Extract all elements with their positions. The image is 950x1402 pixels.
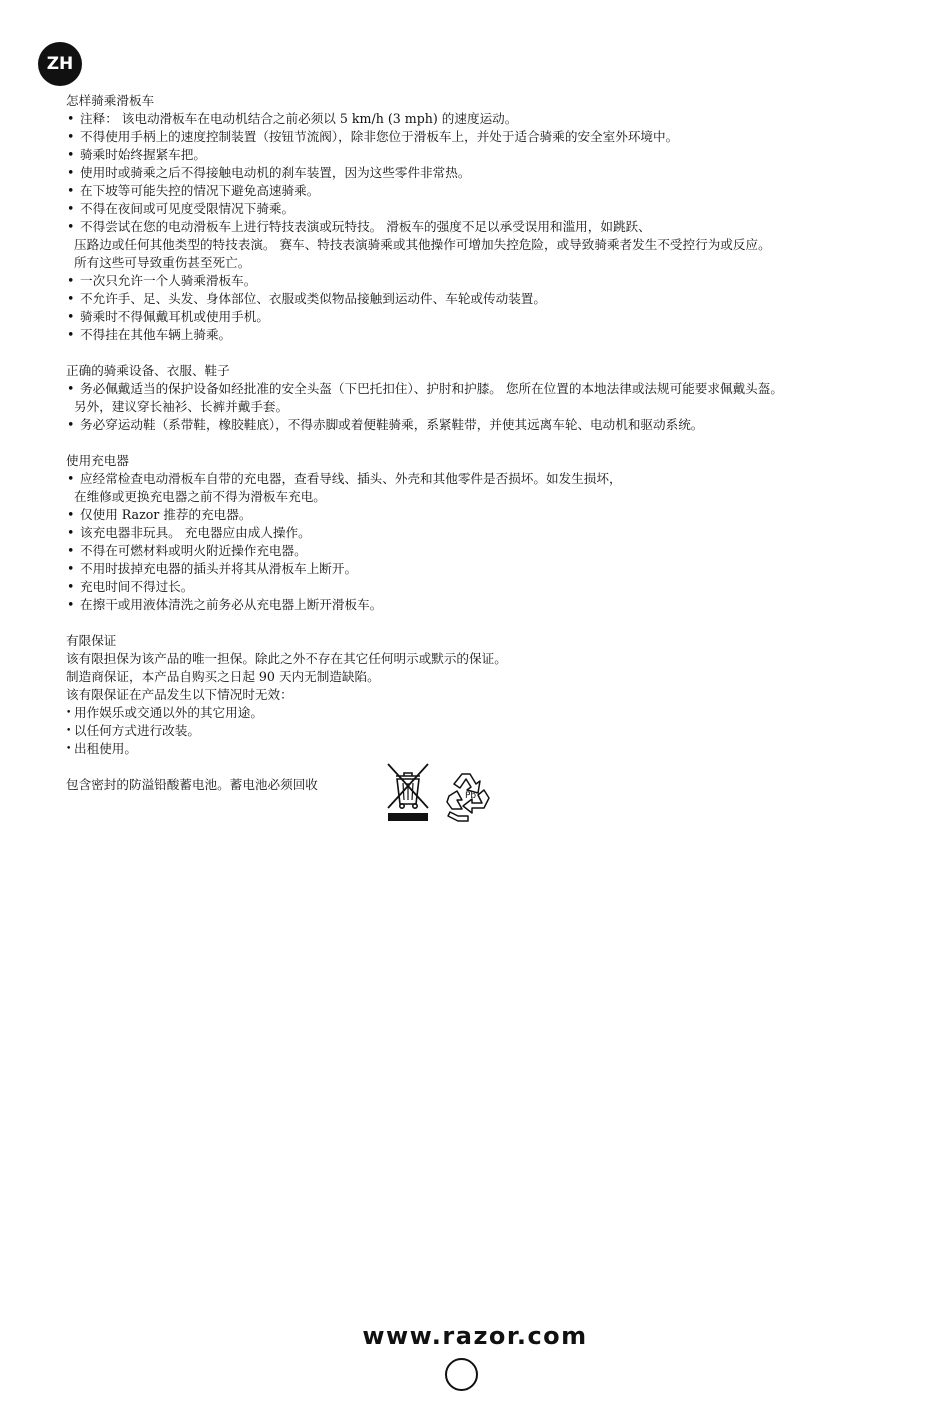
list-item: • 不得在夜间或可见度受限情况下骑乘。: [66, 200, 936, 218]
section-title-charger: 使用充电器: [66, 453, 129, 468]
svg-text:Pb: Pb: [465, 791, 477, 801]
list-item: • 不得使用手柄上的速度控制装置（按钮节流阀），除非您位于滑板车上，并处于适合骑乘的安全室外环境中。: [66, 128, 936, 146]
warranty-line: 该有限担保为该产品的唯一担保。除此之外不存在其它任何明示或默示的保证。: [66, 651, 507, 666]
warranty-line: 制造商保证，本产品自购买之日起 90 天内无制造缺陷。: [66, 669, 380, 684]
list-item: • 骑乘时不得佩戴耳机或使用手机。: [66, 308, 936, 326]
recycle-pb-icon: [440, 766, 498, 824]
document-body: [66, 92, 936, 846]
crossed-bin-icon: [382, 758, 434, 824]
section-riding: [66, 92, 936, 344]
list-item: • 出租使用。: [66, 740, 936, 758]
list-item: • 不得尝试在您的电动滑板车上进行特技表演或玩特技。 滑板车的强度不足以承受误用和滥用，如跳跃、 压路边或任何其他类型的特技表演。 赛车、特技表演骑乘或其他操作可增加失控危险，或导致骑乘者发生不受控行为或反应。 所有这些可导致重伤甚至死亡。: [66, 218, 936, 272]
list-item: • 使用时或骑乘之后不得接触电动机的刹车装置，因为这些零件非常热。: [66, 164, 936, 182]
section-warranty: [66, 632, 936, 758]
section-title-gear: 正确的骑乘设备、衣服、鞋子: [66, 363, 230, 378]
list-item: • 用作娱乐或交通以外的其它用途。: [66, 704, 936, 722]
section-title-riding: 怎样骑乘滑板车: [66, 93, 155, 108]
list-item: • 在下坡等可能失控的情况下避免高速骑乘。: [66, 182, 936, 200]
list-item: • 不用时拔掉充电器的插头并将其从滑板车上断开。: [66, 560, 936, 578]
list-item: • 不得在可燃材料或明火附近操作充电器。: [66, 542, 936, 560]
page-number-circle: [445, 1358, 478, 1391]
list-item: • 仅使用 Razor 推荐的充电器。: [66, 506, 936, 524]
list-item: • 一次只允许一个人骑乘滑板车。: [66, 272, 936, 290]
list-item: • 注释： 该电动滑板车在电动机结合之前必须以 5 km/h (3 mph) 的速度运动。: [66, 110, 936, 128]
warranty-line: 该有限保证在产品发生以下情况时无效：: [66, 687, 293, 702]
list-item: • 在擦干或用液体清洗之前务必从充电器上断开滑板车。: [66, 596, 936, 614]
section-gear: [66, 362, 936, 434]
list-item: • 充电时间不得过长。: [66, 578, 936, 596]
footer-url: www.razor.com: [362, 1322, 588, 1350]
list-item: • 不允许手、足、头发、身体部位、衣服或类似物品接触到运动件、车轮或传动装置。: [66, 290, 936, 308]
list-item: • 骑乘时始终握紧车把。: [66, 146, 936, 164]
list-item: • 不得挂在其他车辆上骑乘。: [66, 326, 936, 344]
section-title-warranty: 有限保证: [66, 633, 117, 648]
list-item: • 务必穿运动鞋（系带鞋，橡胶鞋底），不得赤脚或着便鞋骑乘，系紧鞋带，并使其远离车轮、电动机和驱动系统。: [66, 416, 936, 434]
list-item: • 以任何方式进行改装。: [66, 722, 936, 740]
battery-notice: [66, 776, 936, 846]
list-item: • 该充电器非玩具。 充电器应由成人操作。: [66, 524, 936, 542]
battery-text: 包含密封的防溢铅酸蓄电池。蓄电池必须回收: [66, 777, 318, 792]
list-item: • 务必佩戴适当的保护设备如经批准的安全头盔（下巴托扣住）、护肘和护膝。 您所在位置的本地法律或法规可能要求佩戴头盔。 另外，建议穿长袖衫、长裤并戴手套。: [66, 380, 936, 416]
language-badge: ZH: [38, 42, 82, 86]
section-charger: [66, 452, 936, 614]
list-item: • 应经常检查电动滑板车自带的充电器，查看导线、插头、外壳和其他零件是否损坏。如发生损坏， 在维修或更换充电器之前不得为滑板车充电。: [66, 470, 936, 506]
